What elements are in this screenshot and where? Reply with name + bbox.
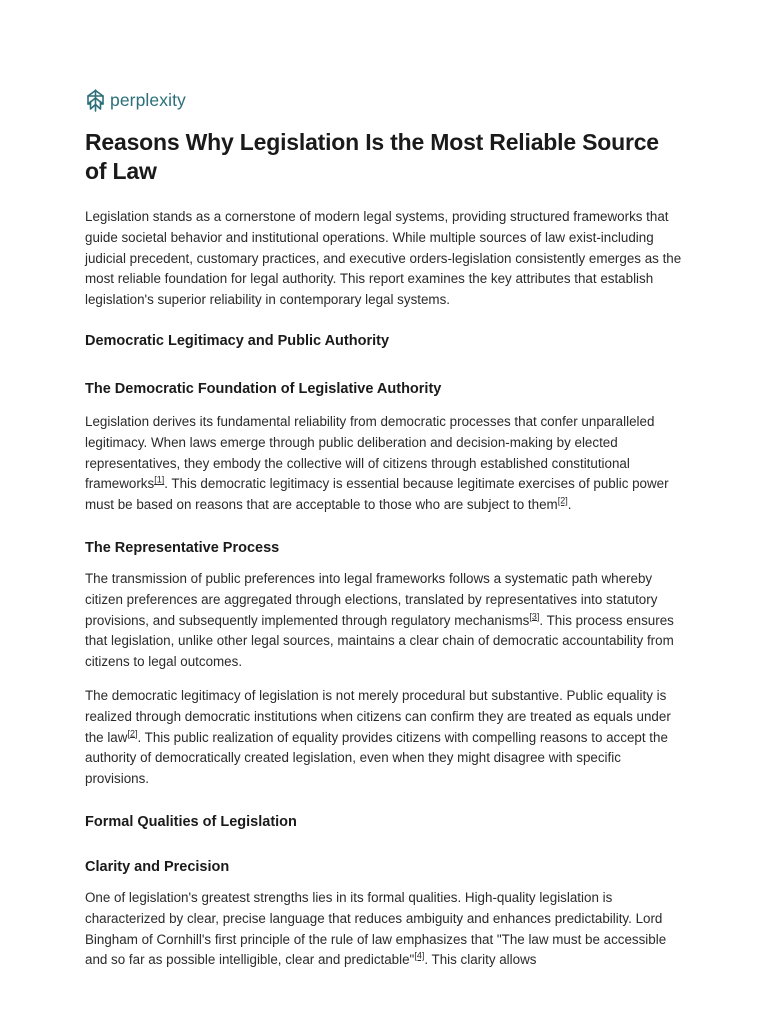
- paragraph-democratic-foundation: [85, 412, 683, 516]
- subsection-heading-democratic-foundation: The Democratic Foundation of Legislative Authority: [85, 380, 442, 397]
- paragraph-text: .: [567, 497, 572, 513]
- paragraph-text: The transmission of public preferences into legal frameworks follows a systematic path whereby citizen preferences are aggregated through elections, translated by representatives into statutory provisions, and subsequently implemented through regulatory mechanisms: [85, 570, 658, 628]
- brand-name: perplexity: [110, 89, 186, 110]
- subsection-heading-clarity-precision: Clarity and Precision: [85, 858, 230, 875]
- paragraph-text: . This process ensures that legislation, unlike other legal sources, maintains a clear chain of democratic accountability from citizens to legal outcomes.: [85, 612, 674, 670]
- subsection-heading-representative-process: The Representative Process: [85, 539, 280, 556]
- paragraph-text: . This public realization of equality provides citizens with compelling reasons to accept the authority of democratically created legislation, even when they might disagree with specific provisions.: [85, 729, 668, 787]
- citation-link[interactable]: [2]: [557, 495, 568, 506]
- perplexity-logo-icon: [85, 89, 106, 112]
- citation-link[interactable]: [2]: [127, 728, 138, 739]
- citation-link[interactable]: [4]: [414, 950, 425, 961]
- paragraph-representative-process: [85, 569, 683, 673]
- brand-logo[interactable]: [85, 89, 186, 112]
- section-heading-democratic-legitimacy: Democratic Legitimacy and Public Authority: [85, 332, 390, 349]
- intro-paragraph: Legislation stands as a cornerstone of modern legal systems, providing structured frameworks that guide societal behavior and institutional operations. While multiple sources of law exist-including judicial precedent, customary practices, and executive orders-legislation consistently emerges as the most reliable foundation for legal authority. This report examines the key attributes that establish legislation's superior reliability in contemporary legal systems.: [85, 209, 682, 308]
- paragraph-text: . This democratic legitimacy is essential because legitimate exercises of public power must be based on reasons that are acceptable to those who are subject to them: [85, 476, 669, 513]
- section-heading-formal-qualities: Formal Qualities of Legislation: [85, 813, 297, 830]
- paragraph-text: One of legislation's greatest strengths lies in its formal qualities. High-quality legislation is characterized by clear, precise language that reduces ambiguity and enhances predictability. Lord Bingham of Cornhill's first principle of the rule of law emphasizes that "The law must be accessible and so far as possible intelligible, clear and predictable": [85, 889, 667, 968]
- citation-link[interactable]: [3]: [529, 611, 540, 622]
- paragraph-text: The democratic legitimacy of legislation is not merely procedural but substantive. Public equality is realized through democratic institutions when citizens can confirm they are treated as equals under the law: [85, 687, 671, 745]
- paragraph-text: Legislation derives its fundamental reliability from democratic processes that confer unparalleled legitimacy. When laws emerge through public deliberation and decision-making by elected representatives, they embody the collective will of citizens through established constitutional frameworks: [85, 413, 655, 492]
- paragraph-substantive-legitimacy: [85, 686, 683, 790]
- paragraph-text: . This clarity allows: [424, 952, 537, 968]
- citation-link[interactable]: [1]: [154, 474, 165, 485]
- article-content: [85, 128, 683, 971]
- paragraph-clarity-precision: [85, 888, 683, 971]
- page-title: Reasons Why Legislation Is the Most Reliable Source of Law: [85, 129, 659, 184]
